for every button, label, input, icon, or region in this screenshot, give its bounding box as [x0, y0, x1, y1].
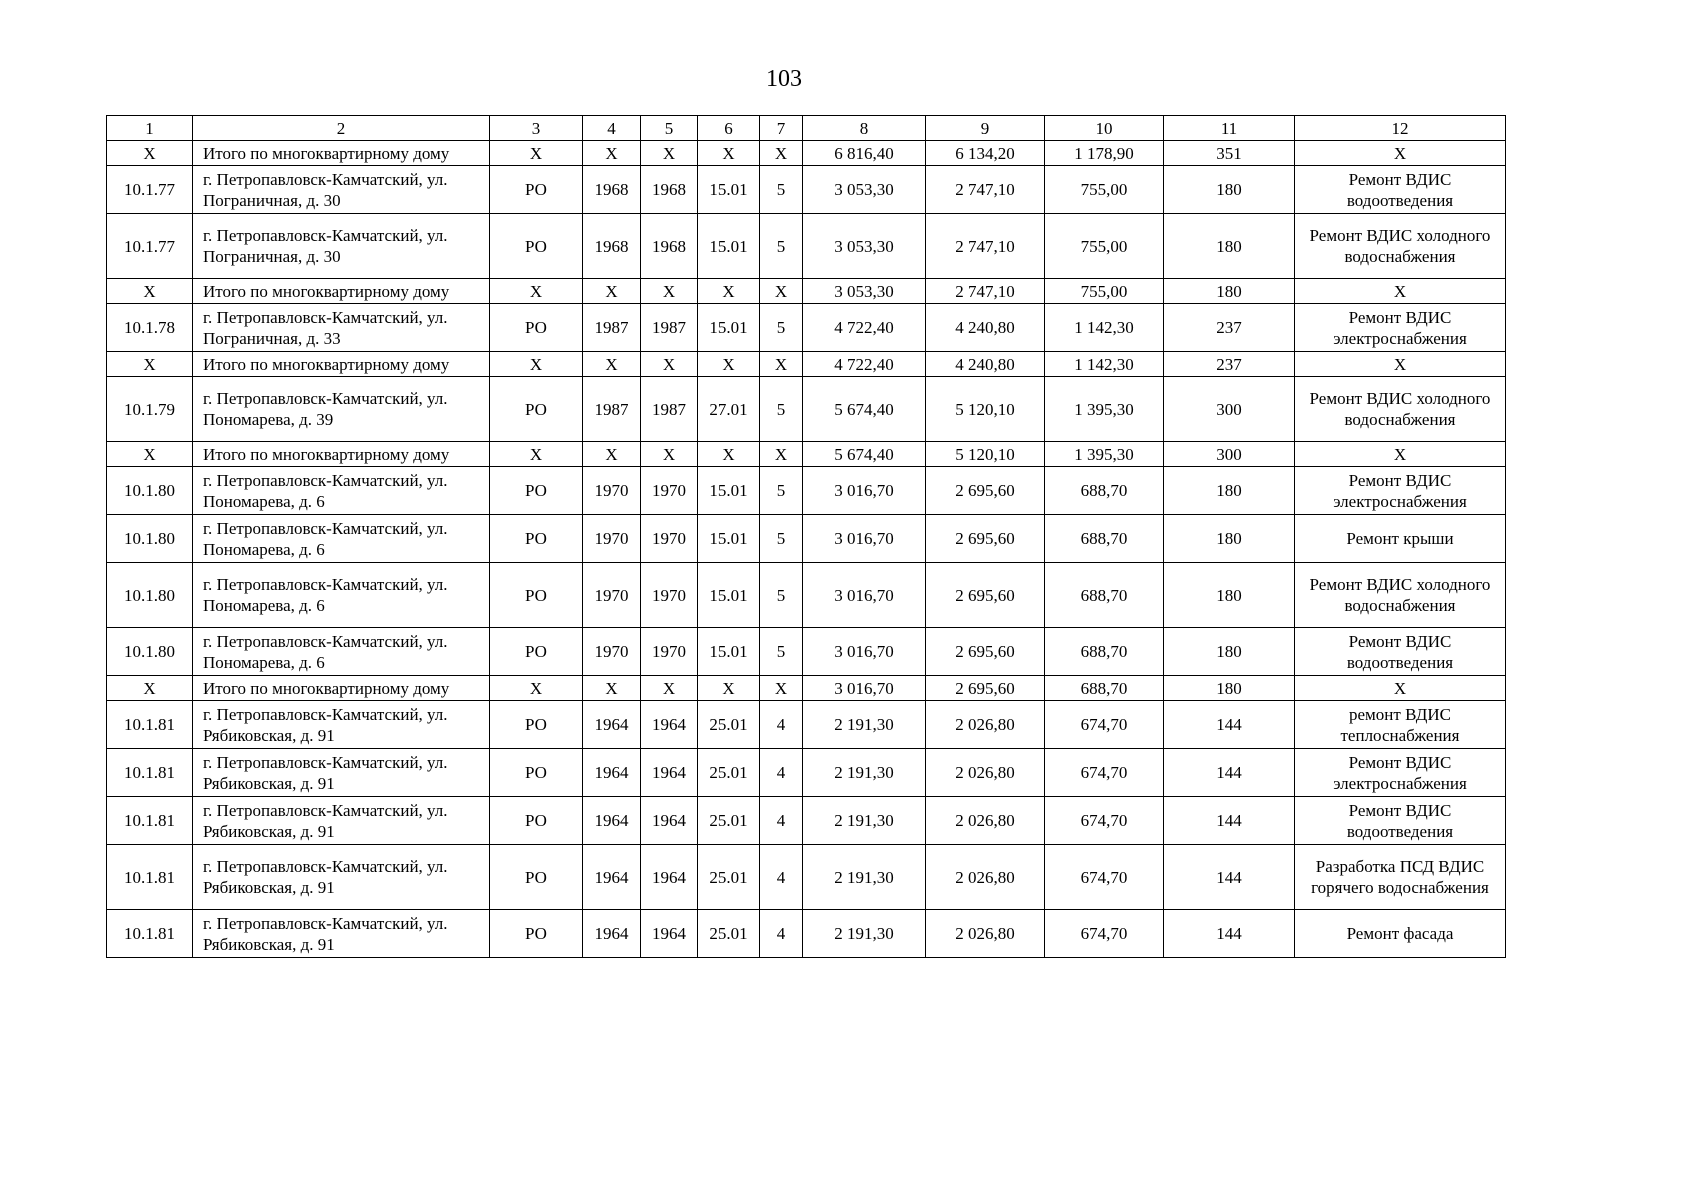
cell-col-11: 351 — [1164, 141, 1295, 166]
cell-col-address: г. Петропавловск-Камчатский, ул. Рябиковская, д. 91 — [193, 749, 490, 797]
cell-col-9: 2 026,80 — [926, 797, 1045, 845]
cell-col-10: 755,00 — [1045, 214, 1164, 279]
cell-col-4: Х — [583, 676, 641, 701]
cell-col-number: 10.1.81 — [107, 701, 193, 749]
cell-col-number: Х — [107, 279, 193, 304]
table-row — [107, 563, 1506, 628]
cell-col-6: 15.01 — [698, 563, 760, 628]
cell-col-4: 1970 — [583, 563, 641, 628]
cell-col-7: 4 — [760, 797, 803, 845]
table-row-total — [107, 442, 1506, 467]
cell-col-3: РО — [490, 628, 583, 676]
cell-col-9: 2 026,80 — [926, 845, 1045, 910]
cell-col-3: Х — [490, 442, 583, 467]
cell-col-12: Ремонт ВДИС водоотведения — [1295, 166, 1506, 214]
cell-col-10: 1 142,30 — [1045, 352, 1164, 377]
cell-col-4: 1968 — [583, 166, 641, 214]
cell-col-8: 2 191,30 — [803, 845, 926, 910]
cell-col-9: 2 695,60 — [926, 467, 1045, 515]
cell-col-6: 15.01 — [698, 515, 760, 563]
table-row — [107, 166, 1506, 214]
cell-col-7: Х — [760, 352, 803, 377]
cell-col-3: РО — [490, 797, 583, 845]
cell-col-5: Х — [641, 442, 698, 467]
cell-col-5: Х — [641, 279, 698, 304]
cell-col-12: Ремонт ВДИС водоотведения — [1295, 628, 1506, 676]
cell-col-5: Х — [641, 352, 698, 377]
cell-col-6: 15.01 — [698, 214, 760, 279]
cell-col-11: 144 — [1164, 797, 1295, 845]
cell-col-address: Итого по многоквартирному дому — [193, 352, 490, 377]
cell-col-6: 25.01 — [698, 845, 760, 910]
table-header-row — [107, 116, 1506, 141]
cell-col-7: 4 — [760, 749, 803, 797]
cell-col-5: 1987 — [641, 304, 698, 352]
cell-col-9: 4 240,80 — [926, 304, 1045, 352]
cell-col-number: 10.1.80 — [107, 467, 193, 515]
cell-col-number: 10.1.78 — [107, 304, 193, 352]
cell-col-7: 5 — [760, 377, 803, 442]
cell-col-4: 1964 — [583, 845, 641, 910]
cell-col-3: РО — [490, 910, 583, 958]
cell-col-3: РО — [490, 166, 583, 214]
cell-col-address: г. Петропавловск-Камчатский, ул. Рябиковская, д. 91 — [193, 797, 490, 845]
cell-col-3: РО — [490, 377, 583, 442]
cell-col-6: Х — [698, 352, 760, 377]
cell-col-12: Ремонт ВДИС холодного водоснабжения — [1295, 214, 1506, 279]
cell-col-12: Х — [1295, 279, 1506, 304]
cell-col-7: 5 — [760, 166, 803, 214]
cell-col-8: 3 016,70 — [803, 563, 926, 628]
cell-col-5: 1964 — [641, 845, 698, 910]
cell-col-9: 2 026,80 — [926, 910, 1045, 958]
cell-col-11: 237 — [1164, 352, 1295, 377]
cell-col-4: 1970 — [583, 467, 641, 515]
cell-col-8: 4 722,40 — [803, 352, 926, 377]
cell-col-4: 1987 — [583, 304, 641, 352]
table-row-total — [107, 352, 1506, 377]
cell-col-6: 27.01 — [698, 377, 760, 442]
cell-col-9: 2 026,80 — [926, 749, 1045, 797]
cell-col-12: Х — [1295, 676, 1506, 701]
cell-col-4: Х — [583, 141, 641, 166]
cell-col-7: 5 — [760, 515, 803, 563]
cell-col-4: 1987 — [583, 377, 641, 442]
cell-col-number: 10.1.79 — [107, 377, 193, 442]
cell-col-address: г. Петропавловск-Камчатский, ул. Пограничная, д. 33 — [193, 304, 490, 352]
table-row — [107, 845, 1506, 910]
table-row-total — [107, 279, 1506, 304]
cell-col-4: 1968 — [583, 214, 641, 279]
cell-col-4: Х — [583, 352, 641, 377]
cell-col-6: 15.01 — [698, 166, 760, 214]
cell-col-5: 1968 — [641, 214, 698, 279]
cell-col-3: РО — [490, 304, 583, 352]
header-cell-col-6: 6 — [698, 116, 760, 141]
cell-col-5: 1970 — [641, 467, 698, 515]
table-row-total — [107, 141, 1506, 166]
cell-col-12: Ремонт фасада — [1295, 910, 1506, 958]
cell-col-8: 3 016,70 — [803, 676, 926, 701]
cell-col-5: 1964 — [641, 749, 698, 797]
header-cell-col-12: 12 — [1295, 116, 1506, 141]
cell-col-11: 144 — [1164, 910, 1295, 958]
cell-col-11: 180 — [1164, 166, 1295, 214]
cell-col-address: Итого по многоквартирному дому — [193, 442, 490, 467]
table-body — [107, 116, 1506, 958]
cell-col-8: 3 016,70 — [803, 515, 926, 563]
cell-col-9: 5 120,10 — [926, 442, 1045, 467]
cell-col-11: 300 — [1164, 442, 1295, 467]
cell-col-9: 2 747,10 — [926, 214, 1045, 279]
cell-col-12: Ремонт ВДИС электроснабжения — [1295, 467, 1506, 515]
cell-col-address: г. Петропавловск-Камчатский, ул. Пограничная, д. 30 — [193, 166, 490, 214]
header-cell-col-7: 7 — [760, 116, 803, 141]
table-row — [107, 515, 1506, 563]
cell-col-12: Разработка ПСД ВДИС горячего водоснабжения — [1295, 845, 1506, 910]
cell-col-number: Х — [107, 676, 193, 701]
cell-col-address: г. Петропавловск-Камчатский, ул. Пономарева, д. 39 — [193, 377, 490, 442]
cell-col-10: 674,70 — [1045, 845, 1164, 910]
cell-col-number: Х — [107, 141, 193, 166]
cell-col-7: 4 — [760, 910, 803, 958]
cell-col-8: 2 191,30 — [803, 797, 926, 845]
header-cell-col-address: 2 — [193, 116, 490, 141]
table-row — [107, 628, 1506, 676]
table-row — [107, 749, 1506, 797]
cell-col-8: 2 191,30 — [803, 701, 926, 749]
cell-col-3: Х — [490, 279, 583, 304]
cell-col-6: Х — [698, 141, 760, 166]
cell-col-7: Х — [760, 141, 803, 166]
cell-col-3: РО — [490, 701, 583, 749]
table-row — [107, 304, 1506, 352]
cell-col-address: г. Петропавловск-Камчатский, ул. Рябиковская, д. 91 — [193, 910, 490, 958]
cell-col-10: 674,70 — [1045, 701, 1164, 749]
cell-col-number: Х — [107, 442, 193, 467]
cell-col-10: 688,70 — [1045, 515, 1164, 563]
cell-col-address: г. Петропавловск-Камчатский, ул. Пономарева, д. 6 — [193, 563, 490, 628]
cell-col-4: 1964 — [583, 749, 641, 797]
cell-col-3: РО — [490, 563, 583, 628]
cell-col-12: Ремонт ВДИС водоотведения — [1295, 797, 1506, 845]
cell-col-3: Х — [490, 352, 583, 377]
cell-col-10: 674,70 — [1045, 797, 1164, 845]
cell-col-8: 3 016,70 — [803, 628, 926, 676]
cell-col-number: 10.1.81 — [107, 910, 193, 958]
cell-col-9: 4 240,80 — [926, 352, 1045, 377]
cell-col-6: 25.01 — [698, 749, 760, 797]
cell-col-10: 1 178,90 — [1045, 141, 1164, 166]
header-cell-col-9: 9 — [926, 116, 1045, 141]
cell-col-9: 2 695,60 — [926, 676, 1045, 701]
header-cell-col-3: 3 — [490, 116, 583, 141]
cell-col-3: РО — [490, 515, 583, 563]
cell-col-11: 300 — [1164, 377, 1295, 442]
cell-col-3: РО — [490, 749, 583, 797]
cell-col-9: 2 747,10 — [926, 279, 1045, 304]
cell-col-address: г. Петропавловск-Камчатский, ул. Рябиковская, д. 91 — [193, 845, 490, 910]
cell-col-5: 1987 — [641, 377, 698, 442]
header-cell-col-10: 10 — [1045, 116, 1164, 141]
header-cell-col-8: 8 — [803, 116, 926, 141]
cell-col-address: Итого по многоквартирному дому — [193, 279, 490, 304]
page-number: 103 — [766, 66, 802, 92]
cell-col-9: 5 120,10 — [926, 377, 1045, 442]
cell-col-11: 180 — [1164, 563, 1295, 628]
cell-col-11: 180 — [1164, 515, 1295, 563]
cell-col-12: Х — [1295, 141, 1506, 166]
cell-col-6: 25.01 — [698, 797, 760, 845]
cell-col-10: 674,70 — [1045, 910, 1164, 958]
cell-col-number: 10.1.80 — [107, 515, 193, 563]
cell-col-11: 180 — [1164, 676, 1295, 701]
cell-col-11: 144 — [1164, 749, 1295, 797]
cell-col-4: 1964 — [583, 910, 641, 958]
cell-col-5: 1970 — [641, 515, 698, 563]
cell-col-8: 5 674,40 — [803, 377, 926, 442]
cell-col-10: 755,00 — [1045, 279, 1164, 304]
cell-col-7: 5 — [760, 563, 803, 628]
cell-col-12: Ремонт ВДИС электроснабжения — [1295, 749, 1506, 797]
cell-col-10: 1 395,30 — [1045, 377, 1164, 442]
cell-col-7: 4 — [760, 701, 803, 749]
cell-col-address: Итого по многоквартирному дому — [193, 141, 490, 166]
cell-col-9: 2 026,80 — [926, 701, 1045, 749]
cell-col-6: 25.01 — [698, 910, 760, 958]
cell-col-11: 237 — [1164, 304, 1295, 352]
table-row — [107, 467, 1506, 515]
cell-col-6: 15.01 — [698, 467, 760, 515]
cell-col-11: 180 — [1164, 214, 1295, 279]
cell-col-11: 144 — [1164, 845, 1295, 910]
cell-col-8: 2 191,30 — [803, 910, 926, 958]
cell-col-7: Х — [760, 279, 803, 304]
cell-col-6: 15.01 — [698, 628, 760, 676]
cell-col-address: г. Петропавловск-Камчатский, ул. Пономарева, д. 6 — [193, 515, 490, 563]
cell-col-6: Х — [698, 279, 760, 304]
cell-col-9: 6 134,20 — [926, 141, 1045, 166]
cell-col-10: 688,70 — [1045, 563, 1164, 628]
cell-col-5: 1968 — [641, 166, 698, 214]
cell-col-6: 15.01 — [698, 304, 760, 352]
header-cell-col-5: 5 — [641, 116, 698, 141]
table-row — [107, 214, 1506, 279]
cell-col-number: 10.1.80 — [107, 628, 193, 676]
cell-col-11: 180 — [1164, 279, 1295, 304]
cell-col-10: 1 142,30 — [1045, 304, 1164, 352]
header-cell-col-number: 1 — [107, 116, 193, 141]
table-row — [107, 910, 1506, 958]
cell-col-address: г. Петропавловск-Камчатский, ул. Пономарева, д. 6 — [193, 628, 490, 676]
cell-col-number: 10.1.80 — [107, 563, 193, 628]
cell-col-8: 3 053,30 — [803, 166, 926, 214]
cell-col-3: РО — [490, 214, 583, 279]
cell-col-8: 6 816,40 — [803, 141, 926, 166]
cell-col-5: 1970 — [641, 563, 698, 628]
cell-col-6: Х — [698, 442, 760, 467]
header-cell-col-11: 11 — [1164, 116, 1295, 141]
cell-col-address: Итого по многоквартирному дому — [193, 676, 490, 701]
cell-col-4: Х — [583, 442, 641, 467]
cell-col-3: РО — [490, 845, 583, 910]
cell-col-6: Х — [698, 676, 760, 701]
cell-col-7: 5 — [760, 467, 803, 515]
cell-col-9: 2 747,10 — [926, 166, 1045, 214]
cell-col-address: г. Петропавловск-Камчатский, ул. Пономарева, д. 6 — [193, 467, 490, 515]
cell-col-12: Ремонт ВДИС холодного водоснабжения — [1295, 377, 1506, 442]
cell-col-number: Х — [107, 352, 193, 377]
cell-col-8: 3 053,30 — [803, 279, 926, 304]
cell-col-8: 4 722,40 — [803, 304, 926, 352]
cell-col-address: г. Петропавловск-Камчатский, ул. Рябиковская, д. 91 — [193, 701, 490, 749]
cell-col-number: 10.1.77 — [107, 214, 193, 279]
cell-col-8: 3 053,30 — [803, 214, 926, 279]
cell-col-4: 1970 — [583, 628, 641, 676]
cell-col-10: 688,70 — [1045, 467, 1164, 515]
cell-col-3: Х — [490, 676, 583, 701]
cell-col-7: 5 — [760, 628, 803, 676]
cell-col-5: Х — [641, 141, 698, 166]
table-row — [107, 797, 1506, 845]
table-row — [107, 701, 1506, 749]
cell-col-5: 1964 — [641, 701, 698, 749]
cell-col-12: Ремонт ВДИС холодного водоснабжения — [1295, 563, 1506, 628]
cell-col-7: 5 — [760, 214, 803, 279]
cell-col-10: 674,70 — [1045, 749, 1164, 797]
cell-col-4: 1964 — [583, 797, 641, 845]
cell-col-12: ремонт ВДИС теплоснабжения — [1295, 701, 1506, 749]
cell-col-11: 180 — [1164, 467, 1295, 515]
cell-col-number: 10.1.81 — [107, 845, 193, 910]
cell-col-9: 2 695,60 — [926, 563, 1045, 628]
cell-col-9: 2 695,60 — [926, 628, 1045, 676]
cell-col-5: 1970 — [641, 628, 698, 676]
cell-col-12: Ремонт крыши — [1295, 515, 1506, 563]
cell-col-3: РО — [490, 467, 583, 515]
cell-col-5: Х — [641, 676, 698, 701]
cell-col-8: 2 191,30 — [803, 749, 926, 797]
cell-col-7: 5 — [760, 304, 803, 352]
cell-col-11: 144 — [1164, 701, 1295, 749]
cell-col-6: 25.01 — [698, 701, 760, 749]
cell-col-number: 10.1.77 — [107, 166, 193, 214]
cell-col-8: 5 674,40 — [803, 442, 926, 467]
cell-col-7: Х — [760, 442, 803, 467]
cell-col-number: 10.1.81 — [107, 749, 193, 797]
cell-col-address: г. Петропавловск-Камчатский, ул. Пограничная, д. 30 — [193, 214, 490, 279]
cell-col-3: Х — [490, 141, 583, 166]
cell-col-5: 1964 — [641, 797, 698, 845]
cell-col-4: 1964 — [583, 701, 641, 749]
cell-col-7: Х — [760, 676, 803, 701]
header-cell-col-4: 4 — [583, 116, 641, 141]
cell-col-4: Х — [583, 279, 641, 304]
cell-col-9: 2 695,60 — [926, 515, 1045, 563]
cell-col-8: 3 016,70 — [803, 467, 926, 515]
cell-col-12: Ремонт ВДИС электроснабжения — [1295, 304, 1506, 352]
cell-col-number: 10.1.81 — [107, 797, 193, 845]
housing-repair-table — [106, 115, 1506, 958]
cell-col-11: 180 — [1164, 628, 1295, 676]
cell-col-10: 688,70 — [1045, 628, 1164, 676]
cell-col-10: 755,00 — [1045, 166, 1164, 214]
cell-col-10: 1 395,30 — [1045, 442, 1164, 467]
cell-col-4: 1970 — [583, 515, 641, 563]
cell-col-10: 688,70 — [1045, 676, 1164, 701]
cell-col-7: 4 — [760, 845, 803, 910]
cell-col-12: Х — [1295, 442, 1506, 467]
table-row-total — [107, 676, 1506, 701]
cell-col-12: Х — [1295, 352, 1506, 377]
cell-col-5: 1964 — [641, 910, 698, 958]
table-row — [107, 377, 1506, 442]
